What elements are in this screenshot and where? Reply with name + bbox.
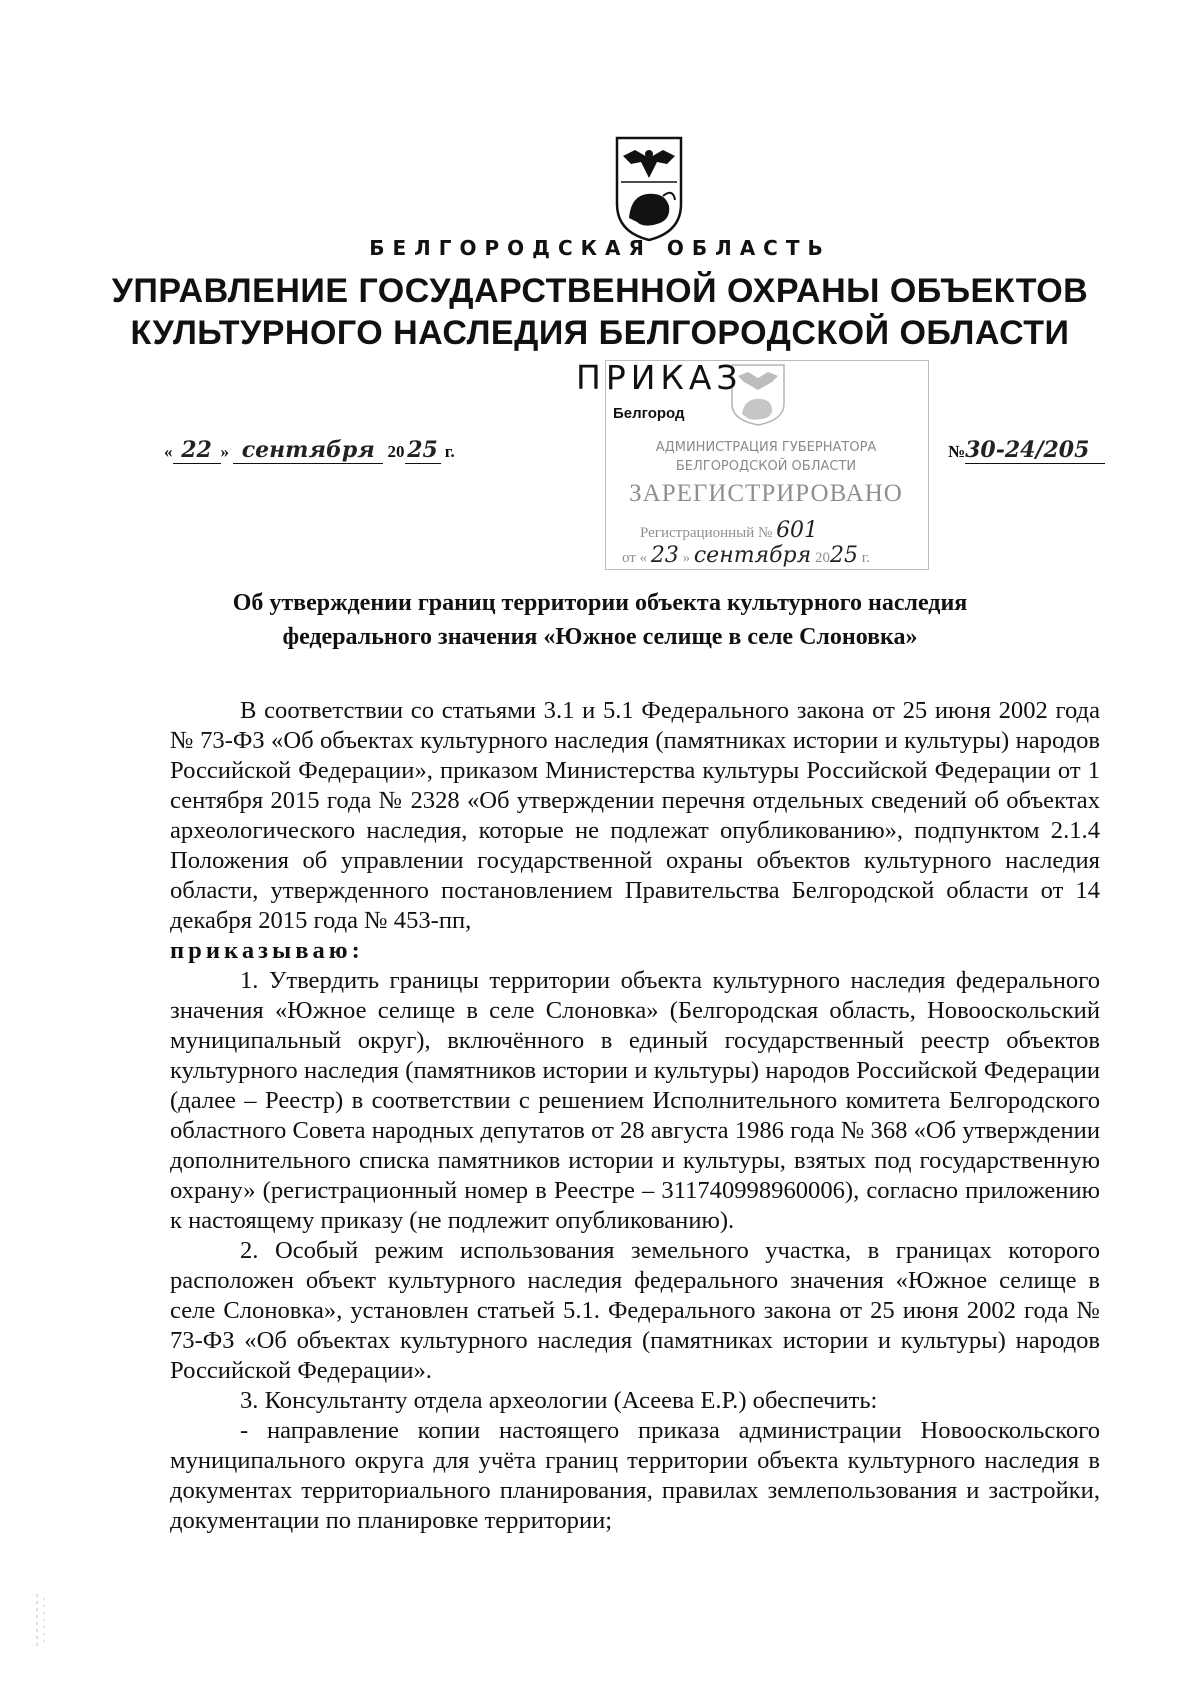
date-close-quote: » (220, 442, 229, 461)
stamp-reg-label: Регистрационный № (640, 525, 773, 541)
order-number (948, 437, 1105, 464)
document-body (170, 696, 1100, 1536)
order-word: приказываю: (170, 937, 364, 964)
date-day: 22 (173, 437, 221, 464)
margin-scan-mark (34, 1592, 48, 1648)
date-open-quote: « (164, 442, 173, 461)
title-line-1: Об утверждении границ территории объекта культурного наследия (232, 590, 968, 616)
stamp-date-prefix: от « (622, 550, 648, 566)
order-number-value: 30-24/205 (965, 437, 1105, 464)
stamp-org-line-1: АДМИНИСТРАЦИЯ ГУБЕРНАТОРА (655, 440, 877, 455)
agency-heading (0, 270, 1200, 354)
body-paragraph-2: 2. Особый режим использования земельного участка, в границах которого расположен объект культурного наследия федерального значения «Южное селище в селе Слоновка», установлен статьей 5.1. Федерального закона от 25 июня 2002 года № 73-ФЗ «Об объектах культурного наследия (памятниках истории и культуры) народов Российской Федерации». (170, 1237, 1100, 1384)
body-paragraph-1: 1. Утвердить границы территории объекта культурного наследия федерального значения «Южное селище в селе Слоновка» (Белгородская область, Новооскольский муниципальный округ), включённого в единый государственный реестр объектов культурного наследия (памятников истории и культуры) народов Российской Федерации (далее – Реестр) в соответствии с решением Исполнительного комитета Белгородского областного Совета народных депутатов от 28 августа 1986 года № 368 «Об утверждении дополнительного списка памятников истории и культуры, взятых под государственную охрану» (регистрационный номер в Реестре – 311740998960006), согласно приложению к настоящему приказу (не подлежит опубликованию). (170, 967, 1100, 1234)
stamp-reg-number-row (640, 518, 818, 543)
stamp-date-year-suffix: 25 (829, 543, 858, 568)
stamp-date-year-prefix: 20 (814, 550, 830, 566)
title-line-2: федерального значения «Южное селище в селе Слоновка» (282, 624, 918, 650)
stamp-reg-number: 601 (776, 518, 819, 543)
stamp-date-unit: г. (861, 550, 870, 566)
date-year-prefix: 20 (387, 442, 405, 461)
region-heading: БЕЛГОРОДСКАЯ ОБЛАСТЬ (369, 236, 831, 260)
date-year-unit: г. (444, 442, 455, 461)
order-word-line (170, 936, 1100, 966)
coat-of-arms-icon (613, 134, 685, 244)
body-paragraph-3: 3. Консультанту отдела археологии (Асеева Е.Р.) обеспечить: (240, 1387, 878, 1414)
date-month: сентября (233, 437, 383, 464)
order-number-label: № (948, 442, 966, 461)
stamp-registered-label: ЗАРЕГИСТРИРОВАНО (629, 480, 903, 507)
stamp-org-line-2: БЕЛГОРОДСКОЙ ОБЛАСТИ (675, 459, 857, 474)
date-year-suffix: 25 (405, 437, 441, 464)
agency-line-1: УПРАВЛЕНИЕ ГОСУДАРСТВЕННОЙ ОХРАНЫ ОБЪЕКТОВ (111, 272, 1089, 310)
stamp-date-mid: » (682, 550, 691, 566)
body-paragraph-preamble: В соответствии со статьями 3.1 и 5.1 Федерального закона от 25 июня 2002 года № 73-ФЗ «Об объектах культурного наследия (памятниках истории и культуры) народов Российской Федерации», приказом Министерства культуры Российской Федерации от 1 сентября 2015 года № 2328 «Об утверждении перечня отдельных сведений об объектах археологического наследия, которые не подлежат опубликованию», подпунктом 2.1.4 Положения об управлении государственной охраны объектов культурного наследия области, утвержденного постановлением Правительства Белгородской области от 14 декабря 2015 года № 453-пп, (170, 697, 1100, 934)
city-label: Белгород (613, 405, 685, 422)
document-type: ПРИКАЗ (576, 358, 743, 397)
stamp-date-row (622, 543, 870, 568)
stamp-date-month: сентября (693, 543, 812, 568)
agency-line-2: КУЛЬТУРНОГО НАСЛЕДИЯ БЕЛГОРОДСКОЙ ОБЛАСТИ (130, 314, 1070, 352)
body-paragraph-3-item: - направление копии настоящего приказа администрации Новооскольского муниципального округа для учёта границ территории объекта культурного наследия в документах территориального планирования, правилах землепользования и застройки, документации по планировке территории; (170, 1417, 1100, 1534)
order-date (164, 437, 455, 464)
document-title (120, 586, 1080, 654)
stamp-date-day: 23 (650, 543, 679, 568)
